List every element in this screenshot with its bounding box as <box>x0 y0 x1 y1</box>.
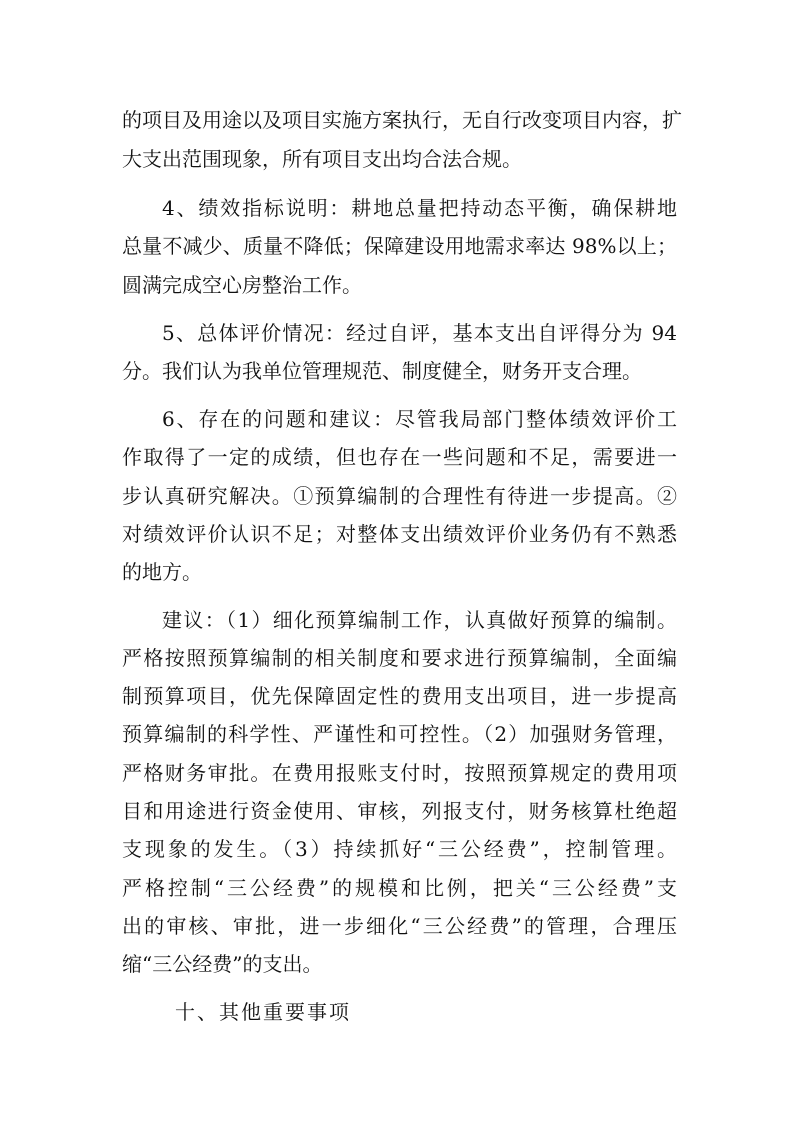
text-line-17: 严格财务审批。在费用报账支付时，按照预算规定的费用项 <box>122 761 677 785</box>
text-line-11: 对绩效评价认识不足；对整体支出绩效评价业务仍有不熟悉 <box>122 522 677 546</box>
text-line-18: 目和用途进行资金使用、审核，列报支付，财务核算杜绝超 <box>122 799 677 823</box>
text-line-8: 6、存在的问题和建议：尽管我局部门整体绩效评价工 <box>162 407 677 431</box>
text-line-12: 的地方。 <box>122 560 202 584</box>
text-line-10: 步认真研究解决。①预算编制的合理性有待进一步提高。② <box>122 484 677 508</box>
text-line-15: 制预算项目，优先保障固定性的费用支出项目，进一步提高 <box>122 684 677 708</box>
text-line-7: 分。我们认为我单位管理规范、制度健全，财务开支合理。 <box>122 359 642 383</box>
text-line-16: 预算编制的科学性、严谨性和可控性。（2）加强财务管理， <box>122 722 677 746</box>
text-line-2: 大支出范围现象，所有项目支出均合法合规。 <box>122 147 522 171</box>
text-line-6: 5、总体评价情况：经过自评，基本支出自评得分为 94 <box>162 321 677 345</box>
text-line-14: 严格按照预算编制的相关制度和要求进行预算编制，全面编 <box>122 646 677 670</box>
text-line-5: 圆满完成空心房整治工作。 <box>122 273 362 297</box>
section-heading: 十、其他重要事项 <box>175 1000 351 1024</box>
text-line-22: 缩“三公经费”的支出。 <box>122 952 323 976</box>
text-line-20: 严格控制“三公经费”的规模和比例，把关“三公经费”支 <box>122 876 677 900</box>
text-line-4: 总量不减少、质量不降低；保障建设用地需求率达 98%以上； <box>122 234 677 258</box>
text-line-13: 建议：（1）细化预算编制工作，认真做好预算的编制。 <box>162 608 677 632</box>
text-line-19: 支现象的发生。（3）持续抓好“三公经费”，控制管理。 <box>122 837 677 861</box>
text-line-21: 出的审核、审批，进一步细化“三公经费”的管理，合理压 <box>122 914 677 938</box>
text-line-3: 4、绩效指标说明：耕地总量把持动态平衡，确保耕地 <box>162 196 677 220</box>
text-line-1: 的项目及用途以及项目实施方案执行，无自行改变项目内容，扩 <box>122 108 682 132</box>
text-line-9: 作取得了一定的成绩，但也存在一些问题和不足，需要进一 <box>122 445 677 469</box>
